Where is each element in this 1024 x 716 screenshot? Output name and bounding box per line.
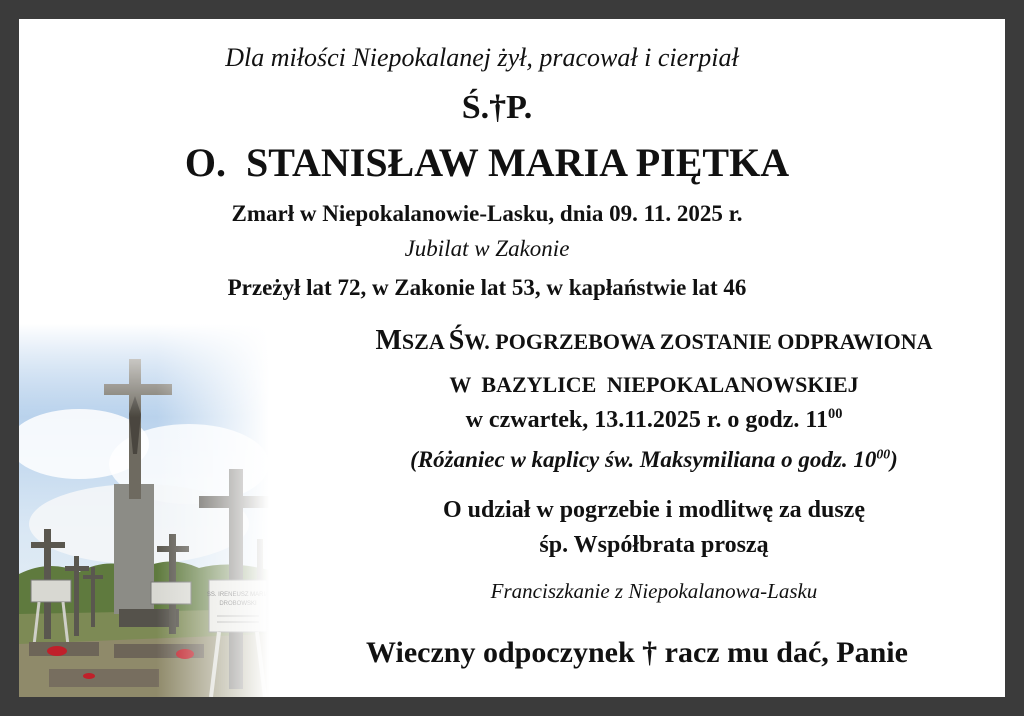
rosary-text: (Różaniec w kaplicy św. Maksymiliana o godz. 10	[410, 447, 877, 472]
sp-heading	[19, 89, 1005, 127]
sp-suffix: P.	[506, 89, 533, 126]
life-summary: Przeżył lat 72, w Zakonie lat 53, w kapłaństwie lat 46	[227, 275, 747, 300]
mass-location: W BAZYLICE NIEPOKALANOWSKIEJ	[449, 372, 859, 397]
mass-heading-initial-s: Ś	[448, 325, 465, 356]
obituary-card	[19, 19, 1005, 697]
request-line-2: śp. Współbrata proszą	[539, 532, 769, 558]
mass-heading-rest-s: W. POGRZEBOWA ZOSTANIE ODPRAWIONA	[464, 329, 933, 354]
sp-prefix: Ś.	[461, 89, 490, 126]
closing-prayer-start: Wieczny odpoczynek	[366, 636, 635, 669]
rosary-close: )	[890, 447, 898, 472]
mass-heading	[303, 325, 1005, 357]
death-info: Zmarł w Niepokalanowie-Lasku, dnia 09. 11. 2025 r.	[231, 201, 743, 226]
request-line-1: O udział w pogrzebie i modlitwę za duszę	[443, 497, 865, 523]
mass-heading-initial-m: M	[375, 325, 402, 356]
mass-date	[303, 407, 1005, 434]
rosary-note	[303, 447, 1005, 473]
mass-heading-rest-m: SZA	[401, 329, 445, 354]
title-prefix: O.	[184, 140, 227, 185]
dedication: Dla miłości Niepokalanej żył, pracował i cierpiał	[225, 43, 739, 72]
closing-prayer-end: racz mu dać, Panie	[664, 636, 908, 669]
mass-date-text: w czwartek, 13.11.2025 r. o godz. 11	[465, 407, 829, 433]
jubilee-note: Jubilat w Zakonie	[404, 236, 570, 261]
rosary-minutes: 00	[876, 446, 891, 462]
deceased-name: STANISŁAW MARIA PIĘTKA	[246, 140, 790, 185]
cross-icon: †	[489, 89, 507, 126]
mass-date-minutes: 00	[828, 406, 843, 422]
signature: Franciszkanie z Niepokalanowa-Lasku	[490, 579, 818, 603]
deceased-name-line	[19, 139, 1005, 186]
cemetery-photo	[19, 324, 269, 697]
closing-cross-icon: †	[642, 636, 658, 669]
closing-prayer	[269, 636, 1005, 670]
